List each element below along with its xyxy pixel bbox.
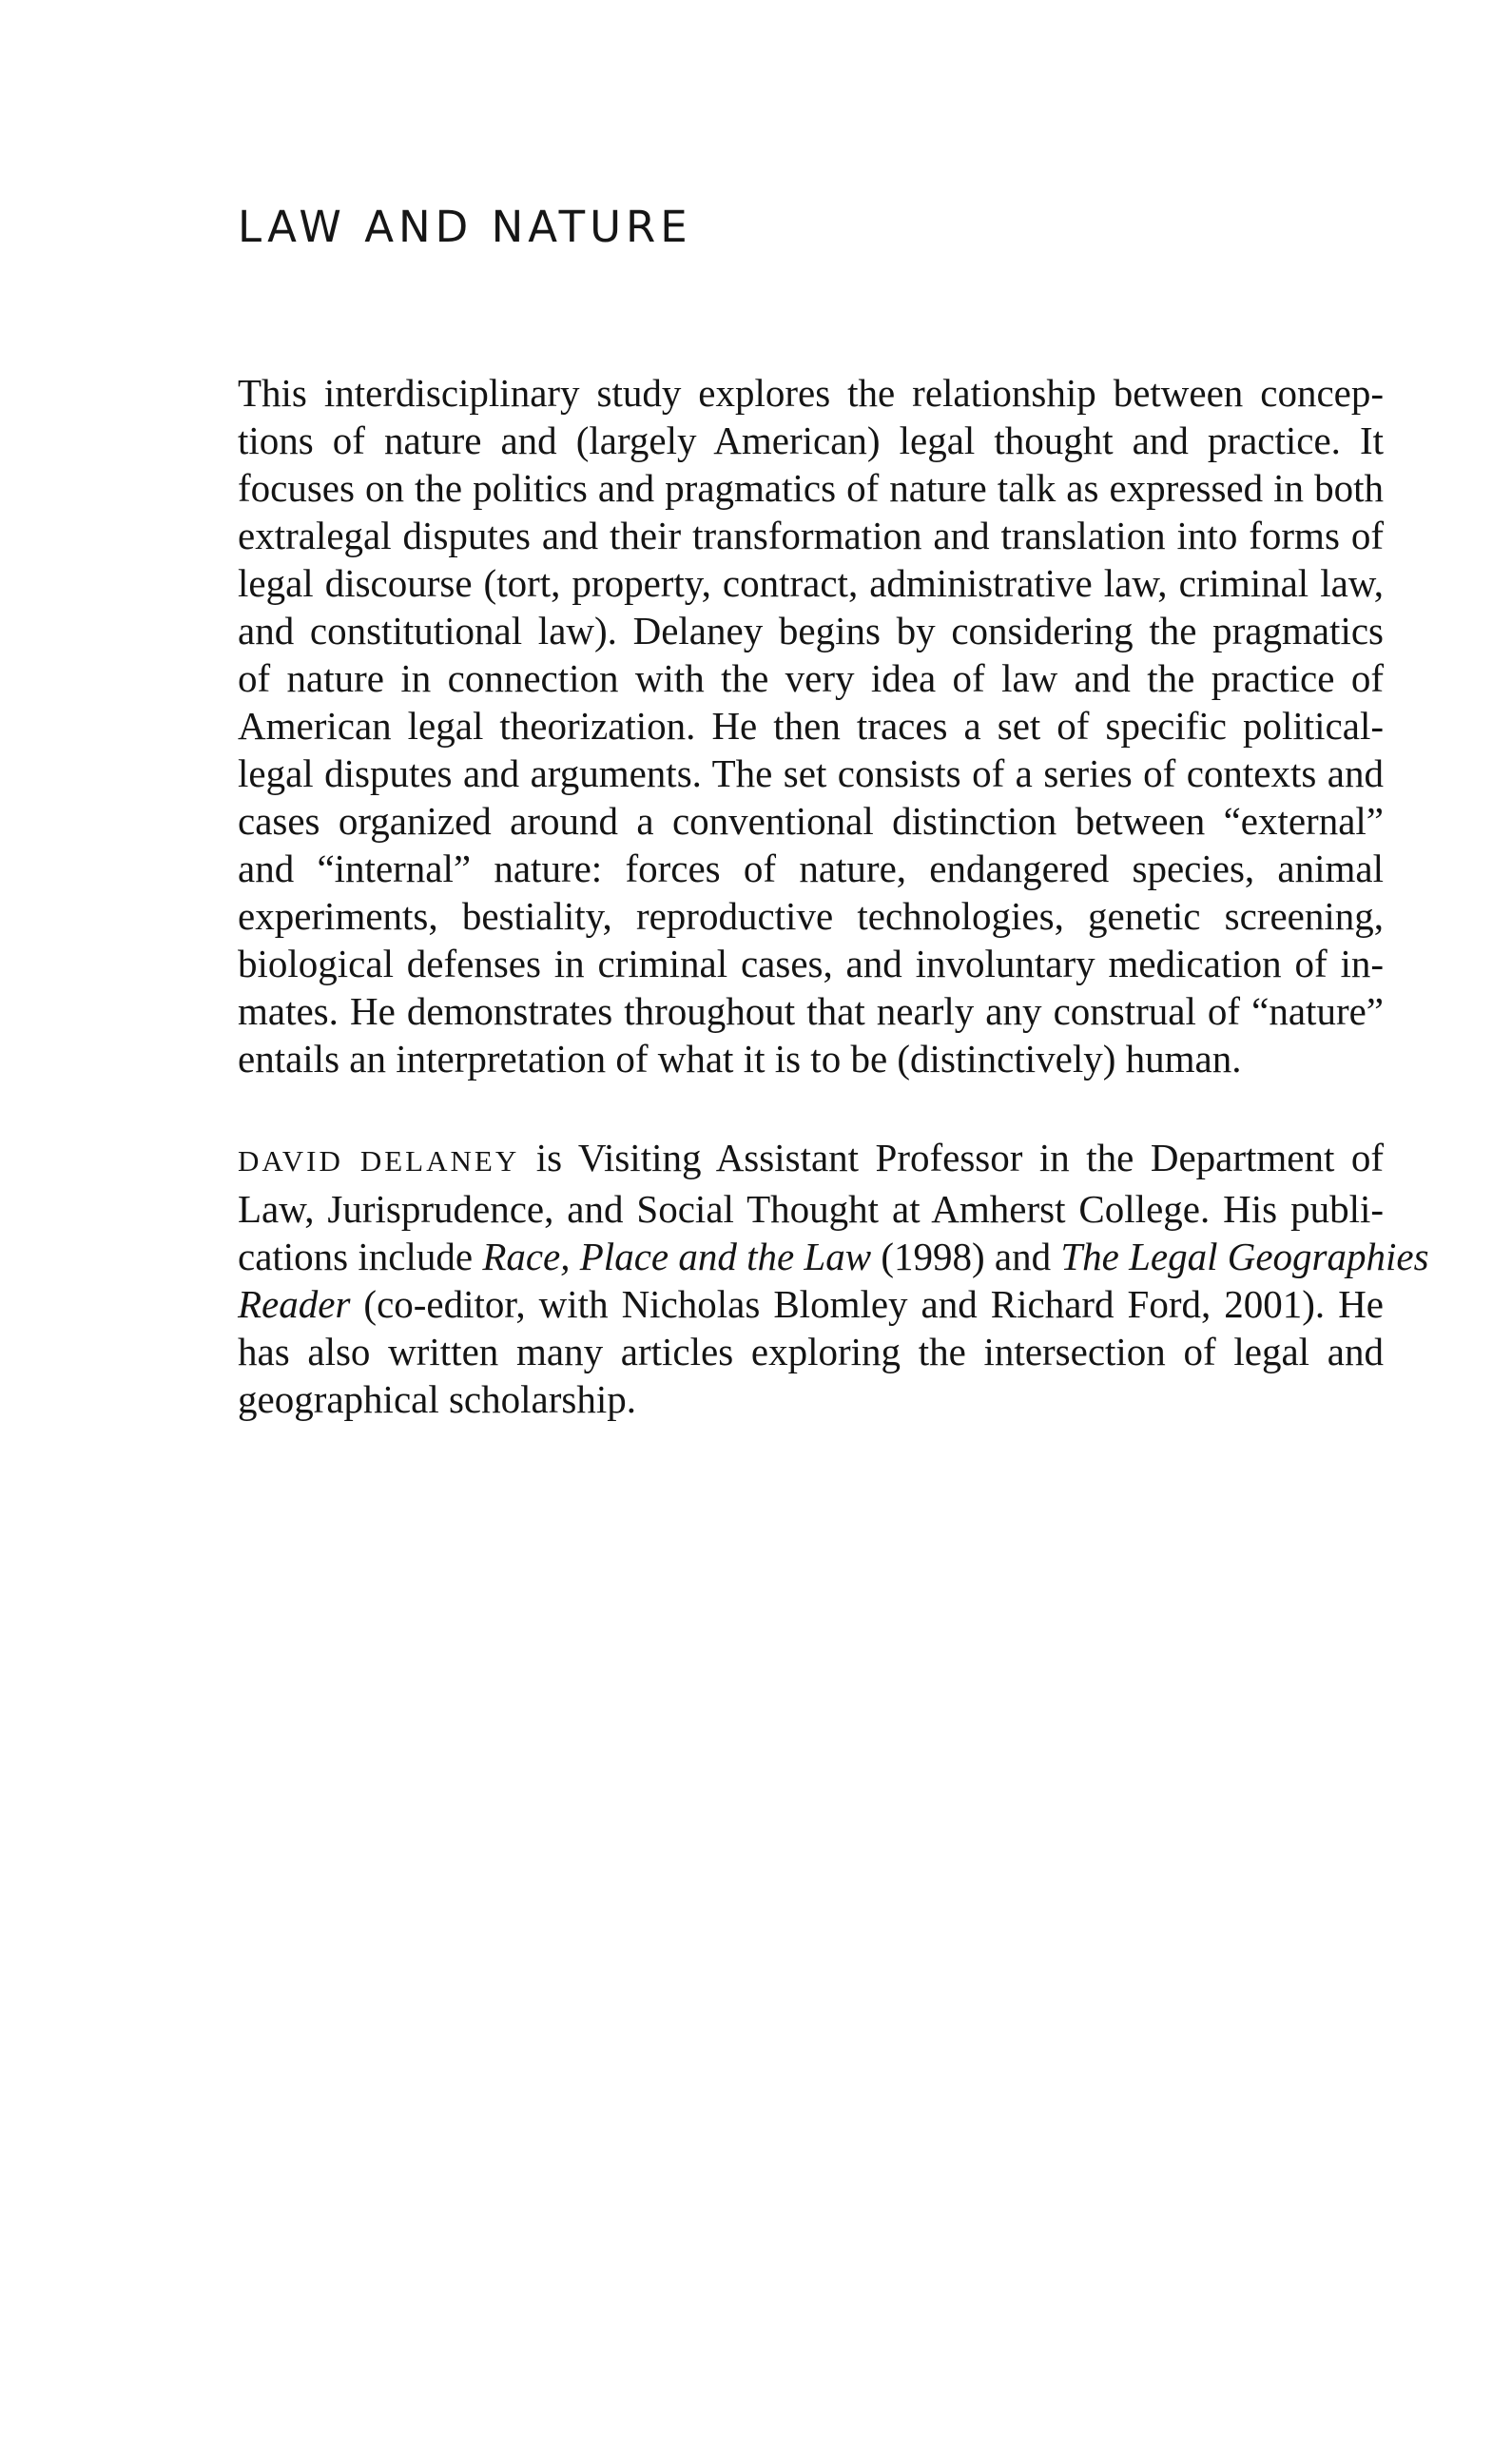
book-summary	[238, 369, 1384, 1082]
summary-line: tions of nature and (largely American) legal thought and practice. It	[238, 419, 1384, 462]
bio-text: (co-editor, with Nicholas Blomley and Richard Ford, 2001). He	[350, 1282, 1384, 1326]
page-title: LAW AND NATURE	[238, 202, 692, 252]
book-title: Reader	[238, 1282, 351, 1326]
bio-text: (1998) and	[871, 1235, 1061, 1278]
summary-line: entails an interpretation of what it is to be (distinctively) human.	[238, 1037, 1242, 1081]
bio-line	[238, 1233, 1429, 1280]
bio-line: Law, Jurisprudence, and Social Thought at Amherst College. His publi-	[238, 1187, 1384, 1231]
summary-line: extralegal disputes and their transformation and translation into forms of	[238, 514, 1384, 557]
summary-line: legal discourse (tort, property, contract, administrative law, criminal law,	[238, 561, 1384, 605]
summary-line: biological defenses in criminal cases, and involuntary medication of in-	[238, 942, 1384, 985]
summary-line: cases organized around a conventional distinction between “external”	[238, 799, 1384, 843]
author-name: DAVID DELANEY	[238, 1144, 520, 1178]
summary-line: of nature in connection with the very idea of law and the practice of	[238, 656, 1384, 700]
summary-line: This interdisciplinary study explores the relationship between concep-	[238, 371, 1384, 415]
bio-line	[238, 1280, 1384, 1328]
bio-text: cations include	[238, 1235, 483, 1278]
summary-line: experiments, bestiality, reproductive technologies, genetic screening,	[238, 894, 1384, 938]
summary-line: and “internal” nature: forces of nature, endangered species, animal	[238, 847, 1384, 890]
summary-line: legal disputes and arguments. The set consists of a series of contexts and	[238, 751, 1384, 795]
summary-line: American legal theorization. He then traces a set of specific political-	[238, 704, 1384, 748]
author-bio	[238, 1134, 1429, 1423]
bio-line	[238, 1134, 1384, 1185]
book-title: Race, Place and the Law	[482, 1235, 872, 1278]
summary-line: mates. He demonstrates throughout that nearly any construal of “nature”	[238, 989, 1384, 1033]
summary-line: and constitutional law). Delaney begins by considering the pragmatics	[238, 609, 1384, 652]
bio-text: is Visiting Assistant Professor in the Department of	[519, 1136, 1385, 1179]
bio-line: geographical scholarship.	[238, 1377, 636, 1421]
book-title: The Legal Geographies	[1060, 1235, 1429, 1278]
bio-line: has also written many articles exploring the intersection of legal and	[238, 1330, 1384, 1373]
summary-line: focuses on the politics and pragmatics of nature talk as expressed in both	[238, 466, 1384, 510]
